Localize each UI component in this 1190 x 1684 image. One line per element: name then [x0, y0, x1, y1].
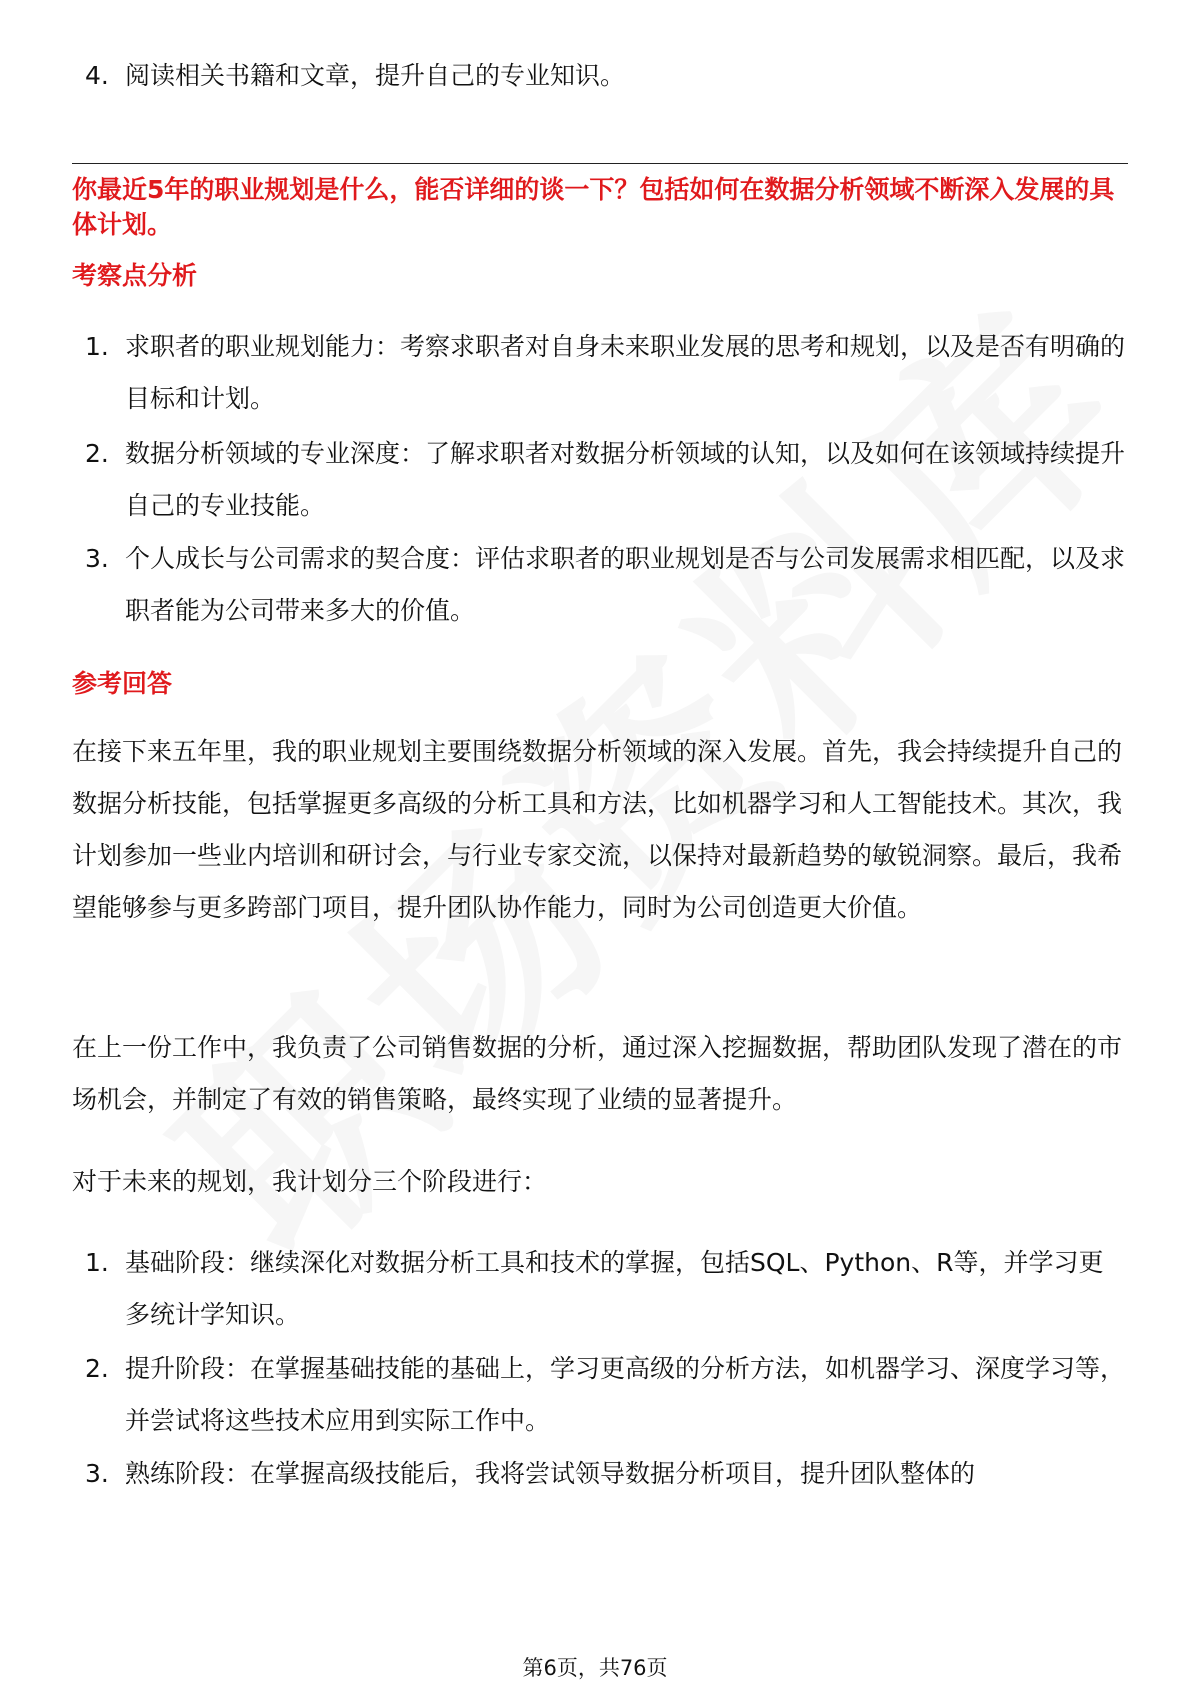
list-number: 3.: [85, 544, 109, 573]
section-divider: [72, 163, 1128, 164]
answer-paragraph: 对于未来的规划，我计划分三个阶段进行：: [72, 1167, 548, 1196]
list-number: 2.: [85, 1354, 109, 1383]
list-item-text: 基础阶段：继续深化对数据分析工具和技术的掌握，包括SQL、Python、R等，并学习更多统计学知识。: [125, 1248, 1104, 1329]
list-item-text: 求职者的职业规划能力：考察求职者对自身未来职业发展的思考和规划，以及是否有明确的目标和计划。: [125, 332, 1126, 413]
list-item-text: 个人成长与公司需求的契合度：评估求职者的职业规划是否与公司发展需求相匹配，以及求职者能为公司带来多大的价值。: [125, 544, 1126, 625]
list-number: 1.: [85, 332, 109, 361]
list-item-text: 阅读相关书籍和文章，提升自己的专业知识。: [125, 61, 626, 90]
list-item-text: 熟练阶段：在掌握高级技能后，我将尝试领导数据分析项目，提升团队整体的: [125, 1459, 976, 1488]
question-heading: 你最近5年的职业规划是什么，能否详细的谈一下？包括如何在数据分析领域不断深入发展的具体计划。: [72, 175, 1115, 239]
page-number-footer: 第6页，共76页: [522, 1656, 668, 1680]
answer-paragraph: 在接下来五年里，我的职业规划主要围绕数据分析领域的深入发展。首先，我会持续提升自己的数据分析技能，包括掌握更多高级的分析工具和方法，比如机器学习和人工智能技术。其次，我计划参加一些业内培训和研讨会，与行业专家交流，以保持对最新趋势的敏锐洞察。最后，我希望能够参与更多跨部门项目，提升团队协作能力，同时为公司创造更大价值。: [72, 737, 1123, 922]
list-item-text: 数据分析领域的专业深度：了解求职者对数据分析领域的认知，以及如何在该领域持续提升自己的专业技能。: [125, 439, 1126, 520]
section-title-analysis: 考察点分析: [72, 261, 198, 290]
section-title-reference-answer: 参考回答: [72, 669, 173, 698]
answer-paragraph: 在上一份工作中，我负责了公司销售数据的分析，通过深入挖掘数据，帮助团队发现了潜在的市场机会，并制定了有效的销售策略，最终实现了业绩的显著提升。: [72, 1033, 1123, 1114]
list-number: 2.: [85, 439, 109, 468]
list-item-text: 提升阶段：在掌握基础技能的基础上，学习更高级的分析方法，如机器学习、深度学习等，并尝试将这些技术应用到实际工作中。: [125, 1354, 1126, 1435]
list-number: 3.: [85, 1459, 109, 1488]
list-number: 4.: [85, 61, 109, 90]
list-number: 1.: [85, 1248, 109, 1277]
